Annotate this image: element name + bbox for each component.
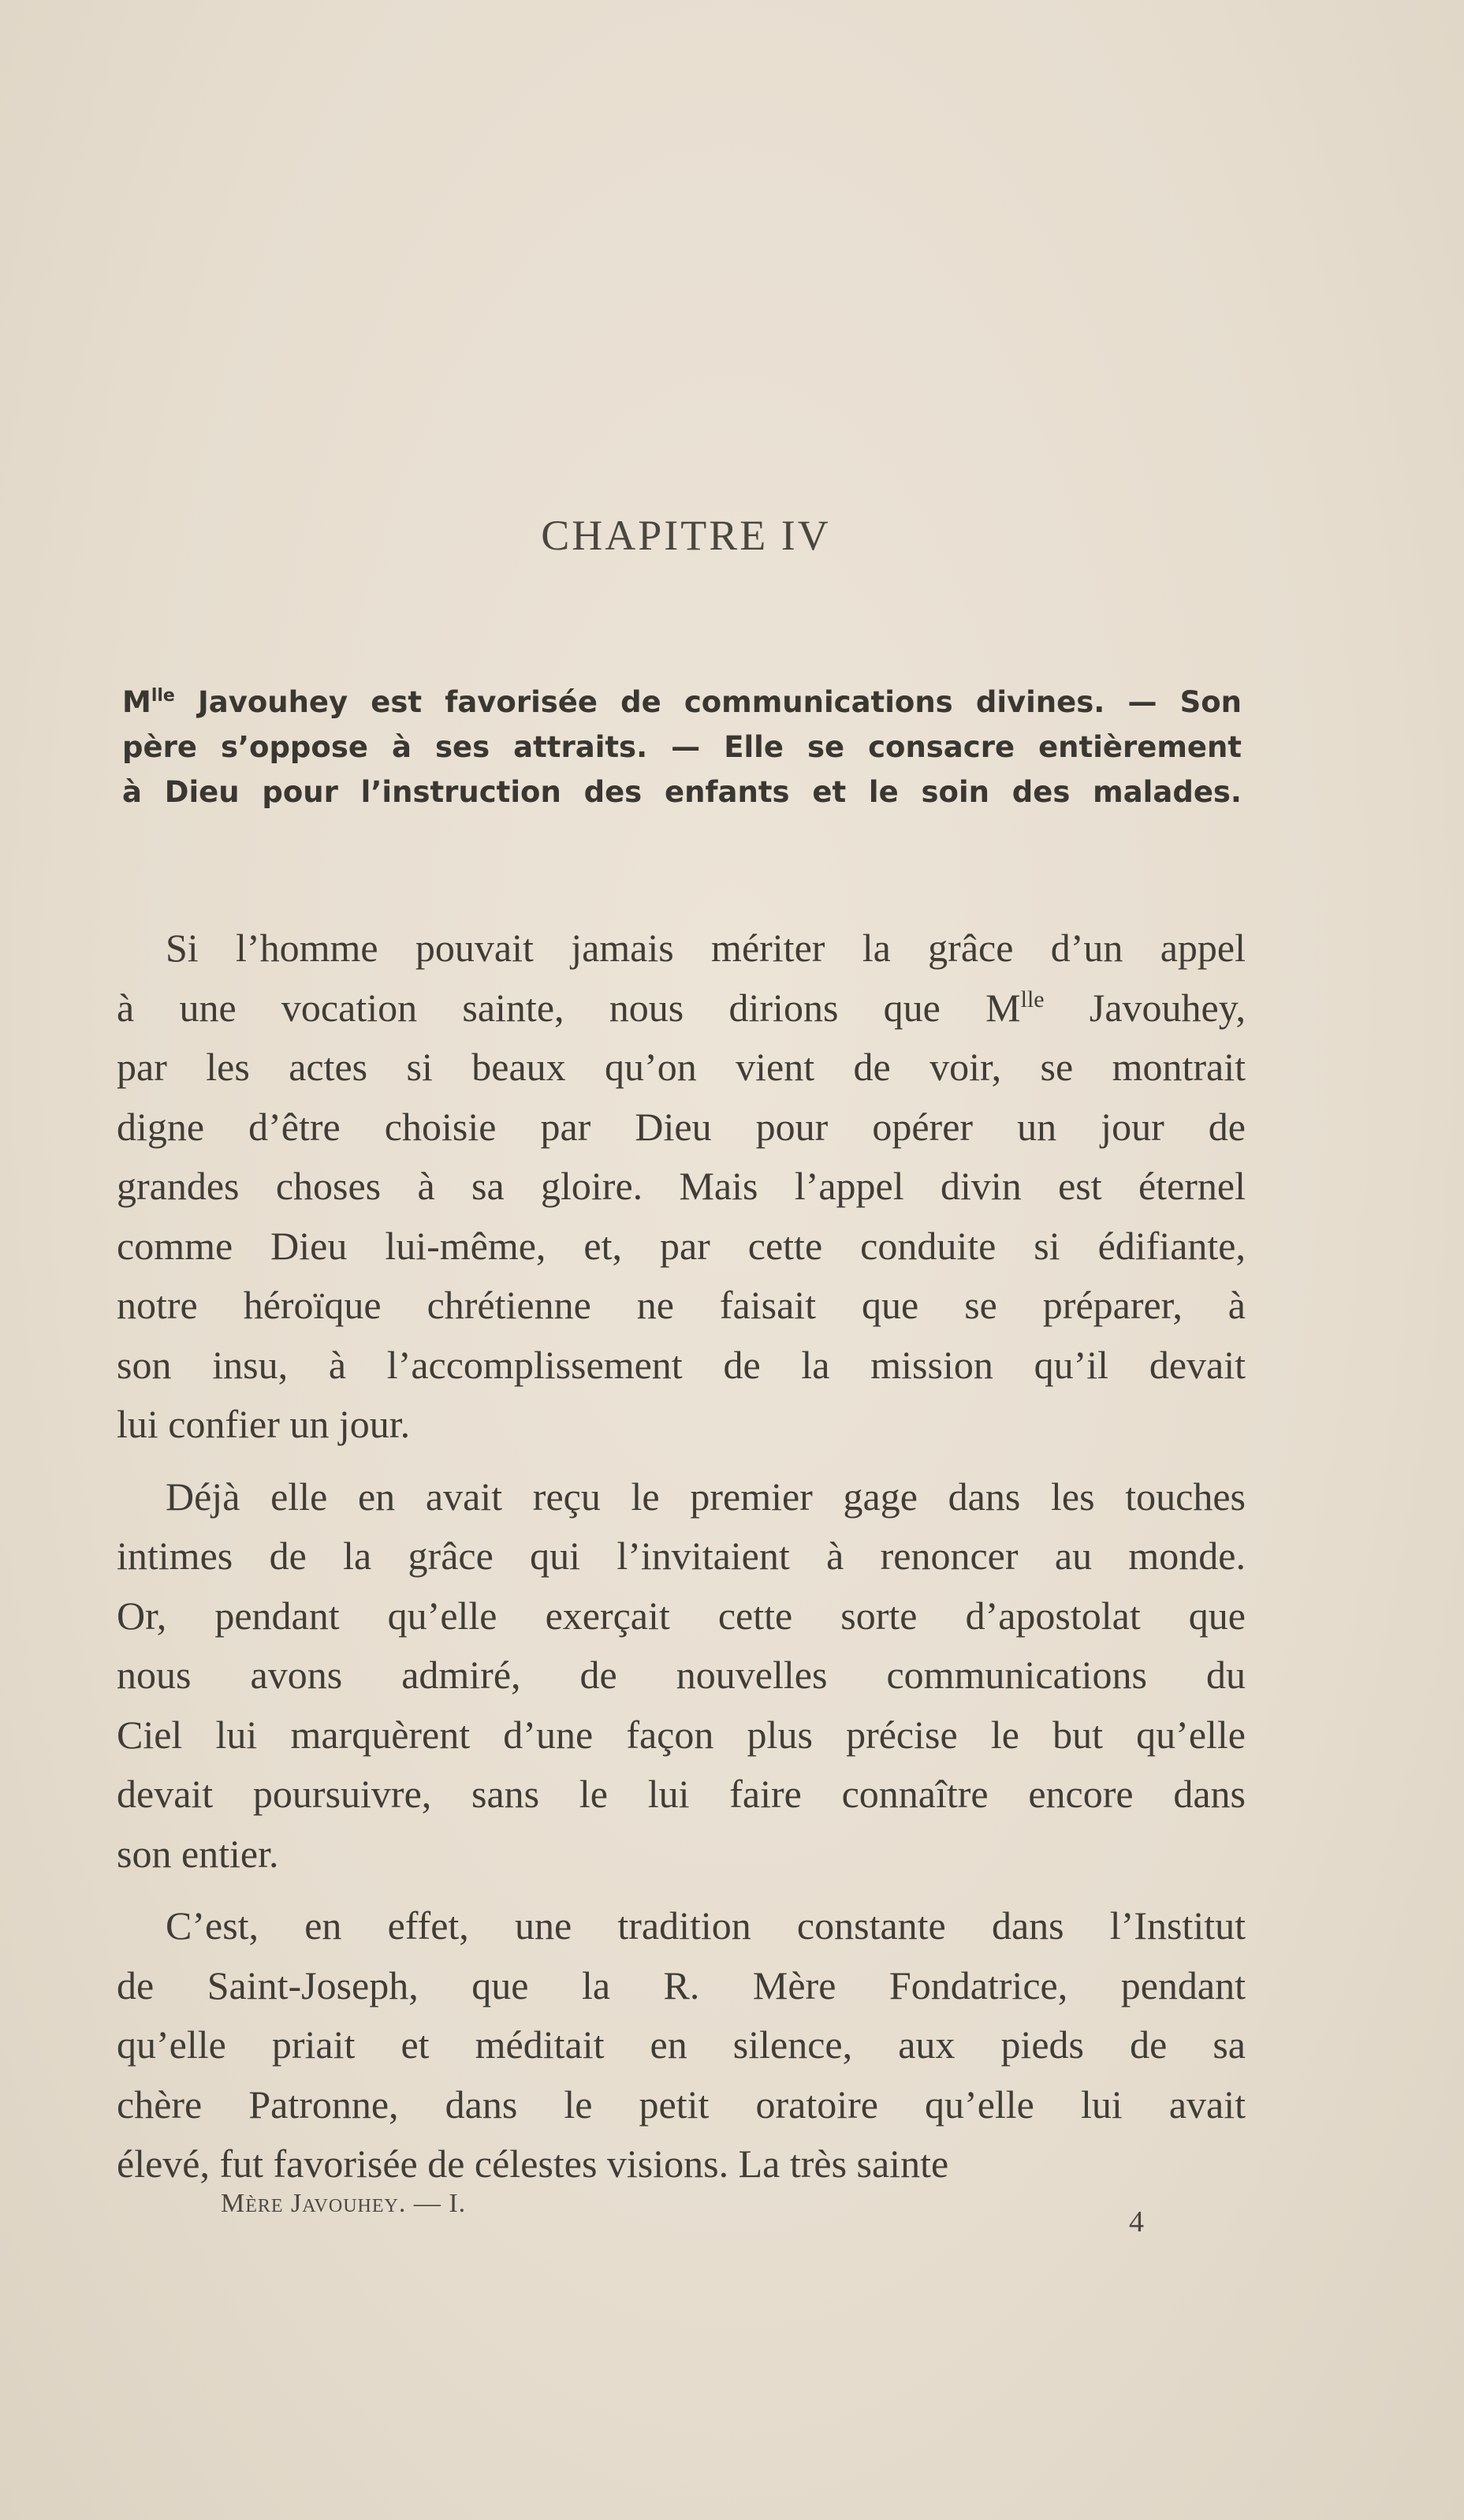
text-line: élevé, fut favorisée de célestes visions. La très sainte (117, 2142, 949, 2186)
text-line: Ciel lui marquèrent d’une façon plus précise le but qu’elle (117, 1712, 1246, 1757)
signature-mark: Mère Javouhey. — I. (221, 2189, 467, 2218)
paragraph (117, 919, 1246, 1455)
chapter-title: CHAPITRE IV (541, 512, 831, 559)
summary-line: à Dieu pour l’instruction des enfants et le soin des malades. (122, 775, 1242, 809)
text-line: C’est, en effet, une tradition constante dans l’Institut (166, 1903, 1246, 1948)
text-line: son insu, à l’accomplissement de la mission qu’il devait (117, 1342, 1246, 1387)
text-line: intimes de la grâce qui l’invitaient à renoncer au monde. (117, 1534, 1246, 1578)
text-line: lui confier un jour. (117, 1402, 411, 1446)
paragraph (117, 1896, 1246, 2194)
sheet-number: 4 (1129, 2205, 1144, 2239)
text-line: devait poursuivre, sans le lui faire connaître encore dans (117, 1772, 1246, 1816)
summary-line: $M^{lle}$ Javouhey est favorisée de communications divines. — Son (122, 685, 1242, 719)
text-line: Or, pendant qu’elle exerçait cette sorte d’apostolat que (117, 1593, 1246, 1638)
text-line: à une vocation sainte, nous dirions que $M^{lle}$ Javouhey, (117, 985, 1246, 1030)
text-line: notre héroïque chrétienne ne faisait que se préparer, à (117, 1283, 1246, 1327)
text-line: de Saint-Joseph, que la R. Mère Fondatrice, pendant (117, 1963, 1246, 2007)
chapter-summary (122, 680, 1242, 815)
text-line: par les actes si beaux qu’on vient de voir, se montrait (117, 1045, 1246, 1089)
text-line: chère Patronne, dans le petit oratoire qu’elle lui avait (117, 2082, 1246, 2127)
text-line: nous avons admiré, de nouvelles communications du (117, 1653, 1246, 1697)
text-line: Déjà elle en avait reçu le premier gage dans les touches (166, 1474, 1246, 1519)
text-line: Si l’homme pouvait jamais mériter la grâce d’un appel (166, 926, 1246, 970)
body-text (117, 919, 1246, 2194)
paragraph (117, 1467, 1246, 1884)
summary-line: père s’oppose à ses attraits. — Elle se consacre entièrement (122, 730, 1242, 764)
text-line: qu’elle priait et méditait en silence, aux pieds de sa (117, 2022, 1246, 2067)
text-line: digne d’être choisie par Dieu pour opérer un jour de (117, 1104, 1246, 1149)
text-line: grandes choses à sa gloire. Mais l’appel divin est éternel (117, 1164, 1246, 1208)
text-line: comme Dieu lui-même, et, par cette conduite si édifiante, (117, 1223, 1246, 1268)
text-line: son entier. (117, 1831, 279, 1876)
